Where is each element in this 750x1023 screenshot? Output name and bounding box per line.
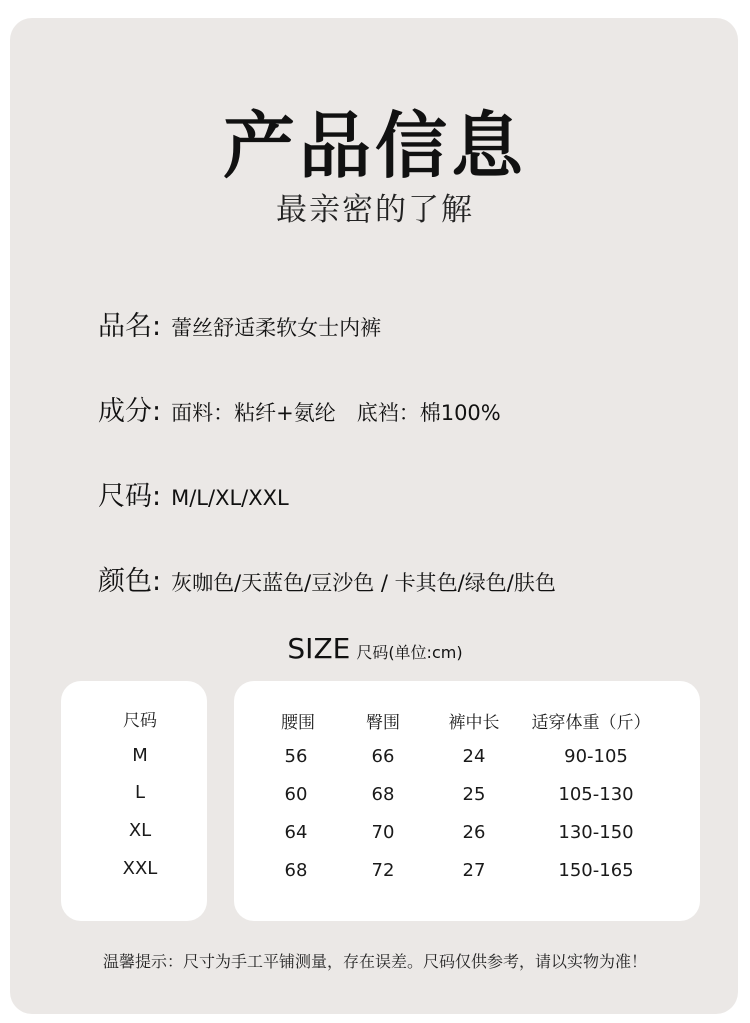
table-cell: 68 — [284, 860, 308, 881]
measurement-note: 温馨提示：尺寸为手工平铺测量，存在误差。尺码仅供参考，请以实物为准！ — [102, 952, 647, 971]
info-colon: : — [152, 566, 162, 597]
table-cell: 70 — [371, 822, 395, 843]
table-cell: 27 — [462, 860, 486, 881]
table-cell: 72 — [371, 860, 395, 881]
info-label: 颜色 — [98, 566, 152, 597]
size-cell: XL — [128, 820, 152, 841]
table-header-weight: 适穿体重（斤） — [531, 713, 651, 733]
table-cell: 24 — [462, 746, 486, 767]
info-colon: : — [152, 481, 162, 512]
table-cell: 25 — [462, 784, 486, 805]
info-label: 成分 — [98, 396, 152, 427]
page-title: 产品信息 — [222, 104, 527, 188]
size-heading — [0, 632, 750, 665]
size-cell: M — [132, 745, 148, 766]
table-cell: 68 — [371, 784, 395, 805]
info-label: 尺码 — [98, 481, 152, 512]
measurement-table-box — [234, 681, 700, 921]
info-value: 灰咖色/天蓝色/豆沙色 / 卡其色/绿色/肤色 — [171, 571, 556, 595]
table-cell: 150-165 — [558, 860, 634, 881]
info-colon: : — [152, 396, 162, 427]
table-header-hip: 臀围 — [366, 713, 400, 733]
table-cell: 66 — [371, 746, 395, 767]
table-header-waist: 腰围 — [281, 713, 315, 733]
table-cell: 130-150 — [558, 822, 634, 843]
table-cell: 60 — [284, 784, 308, 805]
info-value: M/L/XL/XXL — [171, 486, 289, 510]
page-subtitle: 最亲密的了解 — [276, 192, 474, 228]
info-row-color — [98, 559, 556, 598]
info-value: 蕾丝舒适柔软女士内裤 — [171, 316, 382, 340]
info-value: 面料：粘纤+氨纶 底裆：棉100% — [171, 401, 501, 425]
size-column-header: 尺码 — [123, 711, 157, 731]
info-colon: : — [152, 311, 162, 342]
size-cell: L — [134, 782, 146, 803]
table-cell: 64 — [284, 822, 308, 843]
size-column-box — [61, 681, 207, 921]
table-cell: 26 — [462, 822, 486, 843]
table-cell: 105-130 — [558, 784, 634, 805]
size-heading-sub: 尺码(单位:cm) — [356, 643, 463, 662]
size-cell: XXL — [122, 858, 158, 879]
info-row-material — [98, 389, 501, 428]
info-row-name — [98, 304, 381, 343]
table-cell: 56 — [284, 746, 308, 767]
size-heading-main: SIZE — [287, 632, 351, 665]
table-cell: 90-105 — [564, 746, 628, 767]
info-label: 品名 — [98, 311, 152, 342]
info-row-size — [98, 474, 289, 513]
table-header-length: 裤中长 — [448, 713, 500, 733]
